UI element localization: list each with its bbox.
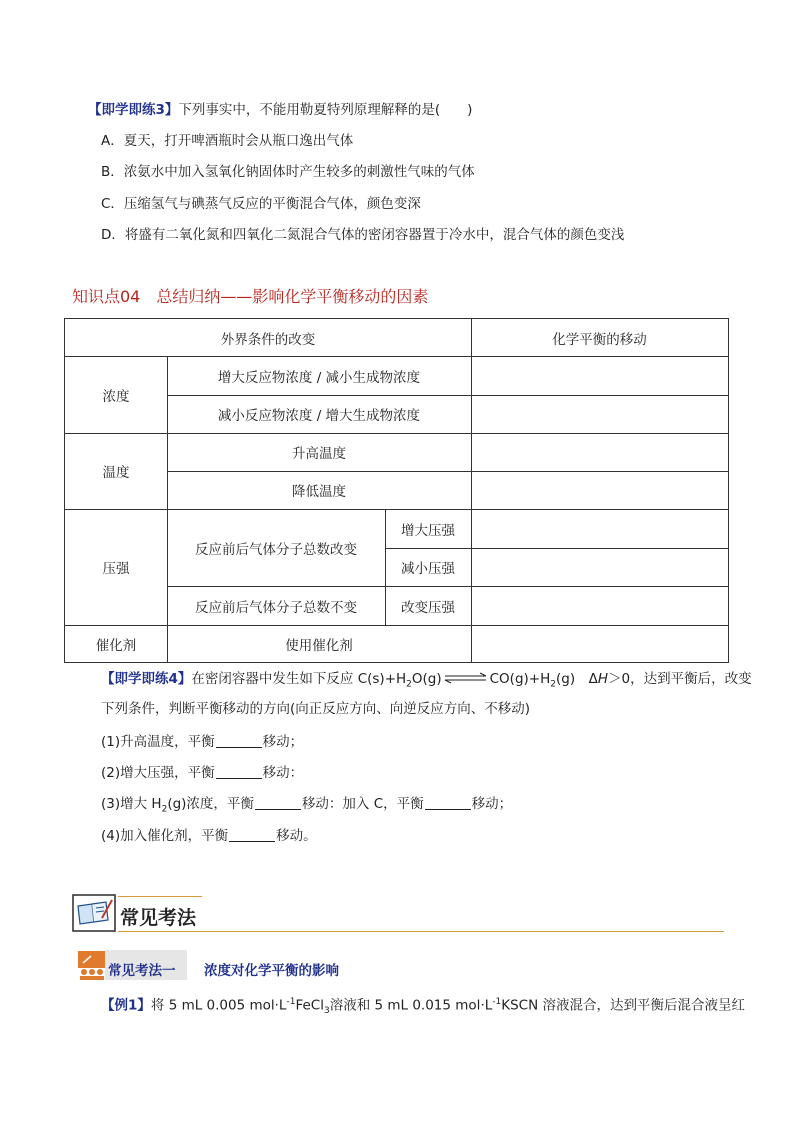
header-shift: 化学平衡的移动	[552, 331, 647, 348]
equilibrium-factors-table	[64, 318, 729, 663]
example1-text: 【例1】将 5 mL 0.005 $mol\cdot L^{-1}FeCl_3$溶液和 5 mL 0.015 $mol\cdot L^{-1}KSCN$ 溶液混合，达到平衡后混合液呈红	[101, 997, 745, 1017]
row-label-concentration: 浓度	[102, 388, 130, 405]
practice3-question: 【即学即练3】下列事实中，不能用勒夏特列原理解释的是( )	[88, 102, 473, 118]
row-label-catalyst: 催化剂	[95, 637, 137, 654]
banner-rule	[118, 931, 724, 932]
teacher-icon	[77, 950, 107, 980]
conc-decrease-cell: 减小反应物浓度 / 增大生成物浓度	[217, 408, 421, 424]
practice3-option-b: B．浓氨水中加入氢氧化钠固体时产生较多的刺激性气味的气体	[101, 164, 475, 180]
practice3-option-d: D．将盛有二氧化氮和四氧化二氮混合气体的密闭容器置于冷水中，混合气体的颜色变浅	[101, 227, 625, 243]
example1-tag: 【例1】	[101, 997, 151, 1014]
practice4-q1: (1)升高温度，平衡 移动；	[101, 734, 304, 750]
practice4-q4: (4)加入催化剂，平衡 移动。	[101, 828, 317, 844]
method1-title: 浓度对化学平衡的影响	[204, 963, 339, 979]
practice4-intro-line2: 下列条件，判断平衡移动的方向(向正反应方向、向逆反应方向、不移动)	[101, 701, 531, 717]
catalyst-use-cell: 使用催化剂	[285, 637, 353, 654]
answer-blank-3[interactable]	[255, 795, 301, 810]
practice4-tag: 【即学即练4】	[101, 671, 192, 687]
pressure-moles-same-cell: 反应前后气体分子总数不变	[195, 599, 357, 616]
practice4-intro: 【即学即练4】在密闭容器中发生如下反应 $C(s)+H_2O(g)$ $CO(g)+H_2(g)$ ΔH＞0，达到平衡后，改变	[101, 671, 752, 690]
equilibrium-arrow-icon	[444, 672, 488, 684]
temp-raise-cell: 升高温度	[292, 446, 346, 462]
practice3-option-c: C．压缩氢气与碘蒸气反应的平衡混合气体，颜色变深	[101, 196, 421, 212]
answer-blank-2[interactable]	[216, 764, 262, 779]
pressure-decrease-cell: 减小压强	[401, 561, 455, 577]
book-icon	[72, 894, 116, 932]
practice3-tag: 【即学即练3】	[88, 102, 179, 118]
answer-blank-4[interactable]	[425, 795, 471, 810]
practice3-option-a: A．夏天，打开啤酒瓶时会从瓶口逸出气体	[101, 133, 354, 149]
pressure-change-cell: 改变压强	[401, 599, 455, 616]
conc-increase-cell: 增大反应物浓度 / 减小生成物浓度	[217, 369, 421, 386]
row-label-pressure: 压强	[102, 561, 130, 577]
answer-blank-5[interactable]	[229, 827, 275, 842]
row-label-temperature: 温度	[102, 465, 130, 481]
practice4-q2: (2)增大压强，平衡 移动：	[101, 765, 304, 781]
temp-lower-cell: 降低温度	[292, 484, 346, 500]
pressure-increase-cell: 增大压强	[401, 522, 455, 539]
knowledge-title: 知识点04 总结归纳——影响化学平衡移动的因素	[72, 287, 429, 306]
pressure-moles-change-cell: 反应前后气体分子总数改变	[195, 541, 357, 558]
header-condition: 外界条件的改变	[220, 331, 316, 348]
common-title: 常见考法	[120, 907, 197, 929]
answer-blank-1[interactable]	[216, 733, 262, 748]
method1-label: 常见考法一	[108, 963, 176, 979]
banner-top-rule	[118, 896, 202, 897]
practice4-q3: (3)增大 $H_2(g)$浓度，平衡 移动：加入 C，平衡 移动；	[101, 796, 513, 815]
